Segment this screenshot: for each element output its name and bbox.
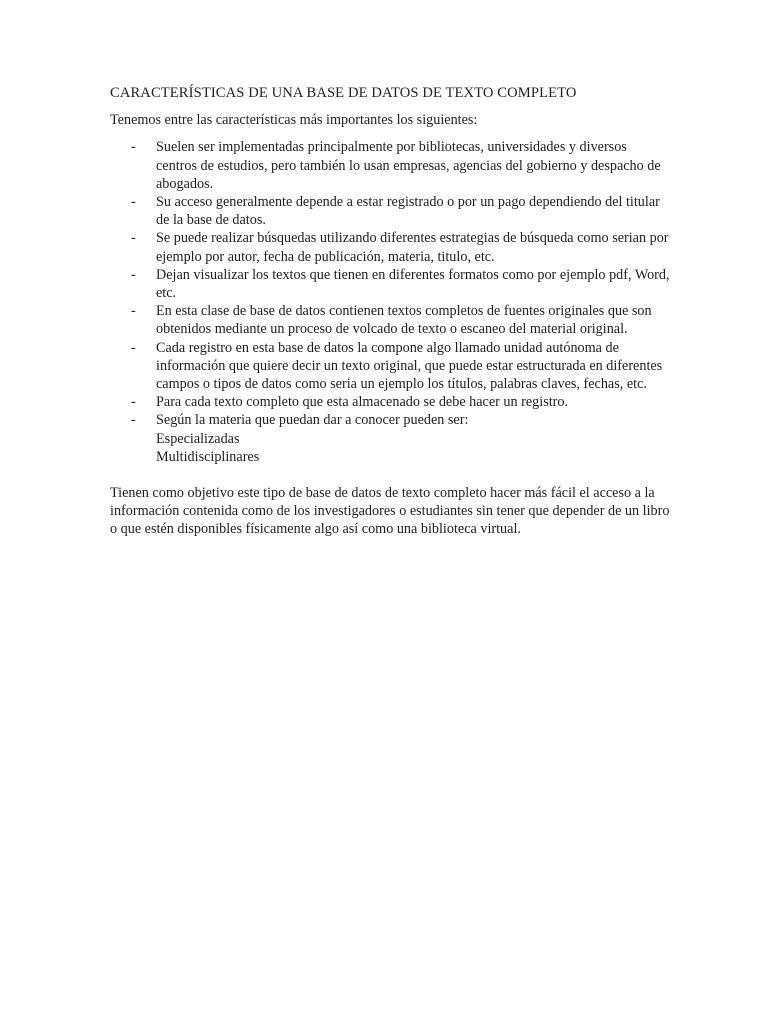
bullet-dash: - bbox=[131, 412, 136, 429]
sub-item-specialized: Especializadas bbox=[156, 430, 240, 447]
sub-item-multidisciplinary: Multidisciplinares bbox=[156, 448, 260, 465]
list-item-text: Dejan visualizar los textos que tienen en diferentes formatos como por ejemplo pdf, Word, etc. bbox=[156, 266, 670, 302]
list-item-text: Según la materia que puedan dar a conocer pueden ser: bbox=[156, 412, 469, 429]
list-item bbox=[110, 138, 670, 193]
list-item bbox=[110, 411, 670, 466]
bullet-dash: - bbox=[131, 339, 136, 356]
intro-paragraph: Tenemos entre las características más importantes los siguientes: bbox=[110, 112, 478, 129]
bullet-dash: - bbox=[131, 303, 136, 320]
list-item bbox=[110, 229, 670, 265]
conclusion-paragraph: Tienen como objetivo este tipo de base de datos de texto completo hacer más fácil el acceso a la información contenida como de los investigadores o estudiantes sin tener que depender de un libro o que estén disponibles físicamente algo así como una biblioteca virtual. bbox=[110, 485, 670, 538]
bullet-dash: - bbox=[131, 266, 136, 283]
list-item-text: En esta clase de base de datos contienen textos completos de fuentes originales que son obtenidos mediante un proceso de volcado de texto o escaneo del material original. bbox=[156, 303, 652, 338]
characteristics-list bbox=[110, 138, 670, 466]
bullet-dash: - bbox=[131, 394, 136, 411]
document-body bbox=[110, 84, 670, 539]
bullet-dash: - bbox=[131, 139, 136, 156]
list-item bbox=[110, 393, 670, 411]
list-item-text: Su acceso generalmente depende a estar registrado o por un pago dependiendo del titular de la base de datos. bbox=[156, 194, 660, 229]
list-item-text: Para cada texto completo que esta almacenado se debe hacer un registro. bbox=[156, 394, 569, 411]
list-item-text: Cada registro en esta base de datos la compone algo llamado unidad autónoma de información que quiere decir un texto original, que puede estar estructurada en diferentes campos o tipos de datos como seria un ejemplo los títulos, palabras claves, fechas, etc. bbox=[156, 339, 663, 393]
list-item-text: Se puede realizar búsquedas utilizando diferentes estrategias de búsqueda como serian por ejemplo por autor, fecha de publicación, materia, titulo, etc. bbox=[156, 230, 669, 265]
list-item bbox=[110, 266, 670, 302]
bullet-dash: - bbox=[131, 230, 136, 247]
list-item bbox=[110, 193, 670, 229]
list-item-text: Suelen ser implementadas principalmente por bibliotecas, universidades y diversos centros de estudios, pero también lo usan empresas, agencias del gobierno y despacho de abogados. bbox=[156, 139, 661, 192]
list-item bbox=[110, 339, 670, 394]
document-title: CARACTERÍSTICAS DE UNA BASE DE DATOS DE TEXTO COMPLETO bbox=[110, 85, 577, 101]
bullet-dash: - bbox=[131, 194, 136, 211]
list-item bbox=[110, 302, 670, 338]
